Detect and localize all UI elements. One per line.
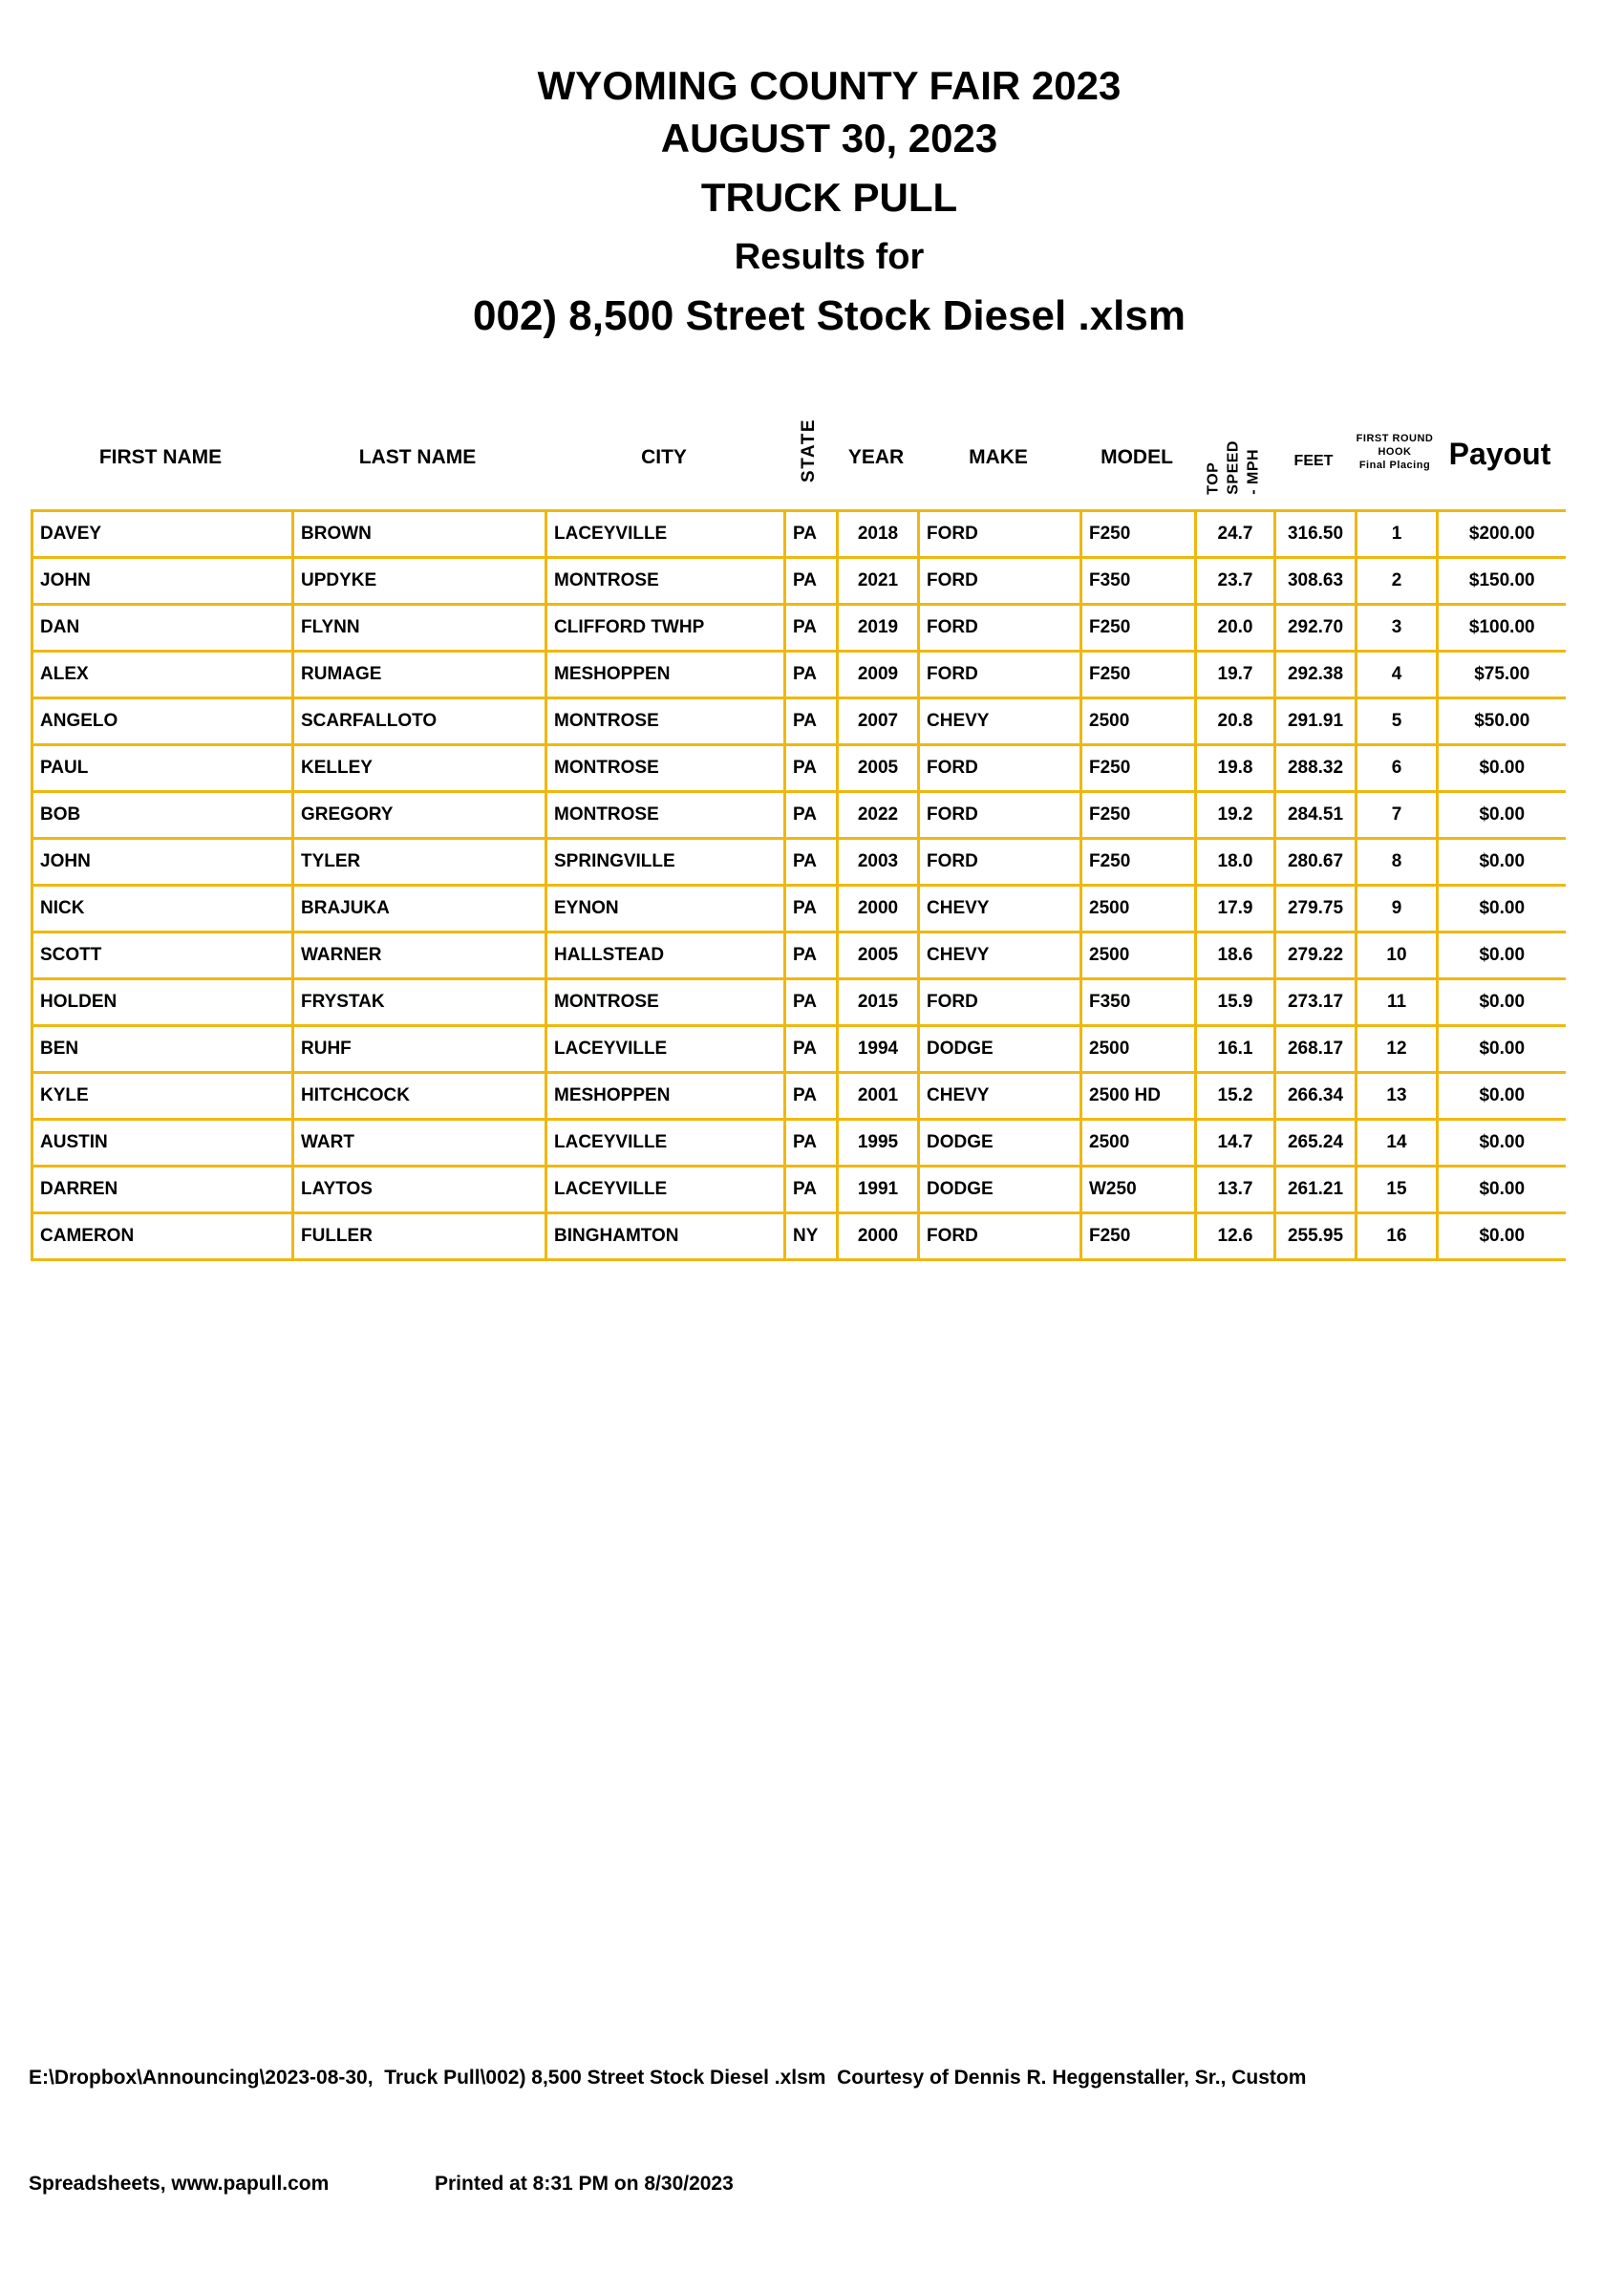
cell-last-name: RUMAGE xyxy=(293,652,546,698)
cell-placing: 3 xyxy=(1357,605,1438,652)
cell-state: PA xyxy=(785,652,838,698)
cell-top-speed: 18.0 xyxy=(1196,839,1275,886)
cell-first-name: SCOTT xyxy=(32,932,293,979)
cell-year: 1995 xyxy=(838,1120,919,1167)
cell-model: F250 xyxy=(1081,839,1196,886)
cell-feet: 288.32 xyxy=(1275,745,1357,792)
cell-feet: 268.17 xyxy=(1275,1026,1357,1073)
col-header-first-round-hook xyxy=(1357,432,1434,472)
page-title-date: AUGUST 30, 2023 xyxy=(660,116,998,161)
cell-placing: 2 xyxy=(1357,558,1438,605)
cell-placing: 1 xyxy=(1357,511,1438,558)
cell-first-name: PAUL xyxy=(32,745,293,792)
cell-year: 2007 xyxy=(838,698,919,745)
cell-make: DODGE xyxy=(919,1167,1081,1213)
cell-last-name: WARNER xyxy=(293,932,546,979)
col-header-last-name: LAST NAME xyxy=(358,446,477,468)
cell-year: 2018 xyxy=(838,511,919,558)
cell-top-speed: 14.7 xyxy=(1196,1120,1275,1167)
cell-state: PA xyxy=(785,839,838,886)
cell-placing: 7 xyxy=(1357,792,1438,839)
cell-year: 2001 xyxy=(838,1073,919,1120)
cell-payout: $50.00 xyxy=(1438,698,1566,745)
cell-feet: 266.34 xyxy=(1275,1073,1357,1120)
cell-first-name: DARREN xyxy=(32,1167,293,1213)
table-row xyxy=(32,1213,1566,1260)
cell-top-speed: 24.7 xyxy=(1196,511,1275,558)
table-row xyxy=(32,1026,1566,1073)
table-row xyxy=(32,839,1566,886)
cell-city: SPRINGVILLE xyxy=(546,839,785,886)
cell-placing: 5 xyxy=(1357,698,1438,745)
cell-model: F350 xyxy=(1081,558,1196,605)
cell-placing: 8 xyxy=(1357,839,1438,886)
cell-model: F250 xyxy=(1081,605,1196,652)
top-speed-line: TOP xyxy=(1205,461,1222,495)
cell-last-name: KELLEY xyxy=(293,745,546,792)
cell-model: 2500 xyxy=(1081,698,1196,745)
cell-placing: 6 xyxy=(1357,745,1438,792)
cell-feet: 308.63 xyxy=(1275,558,1357,605)
cell-make: FORD xyxy=(919,839,1081,886)
cell-make: DODGE xyxy=(919,1120,1081,1167)
cell-model: 2500 HD xyxy=(1081,1073,1196,1120)
cell-city: MONTROSE xyxy=(546,745,785,792)
cell-state: PA xyxy=(785,886,838,932)
cell-make: FORD xyxy=(919,745,1081,792)
cell-first-name: BEN xyxy=(32,1026,293,1073)
cell-top-speed: 19.8 xyxy=(1196,745,1275,792)
cell-last-name: UPDYKE xyxy=(293,558,546,605)
cell-placing: 16 xyxy=(1357,1213,1438,1260)
table-row xyxy=(32,558,1566,605)
cell-year: 1994 xyxy=(838,1026,919,1073)
hook-header-line: Final Placing xyxy=(1358,460,1431,471)
cell-feet: 279.75 xyxy=(1275,886,1357,932)
cell-first-name: JOHN xyxy=(32,558,293,605)
cell-city: MESHOPPEN xyxy=(546,652,785,698)
cell-state: PA xyxy=(785,745,838,792)
cell-make: FORD xyxy=(919,1213,1081,1260)
cell-make: FORD xyxy=(919,511,1081,558)
cell-placing: 14 xyxy=(1357,1120,1438,1167)
cell-model: 2500 xyxy=(1081,1026,1196,1073)
cell-make: DODGE xyxy=(919,1026,1081,1073)
cell-placing: 9 xyxy=(1357,886,1438,932)
cell-payout: $0.00 xyxy=(1438,886,1566,932)
cell-first-name: ALEX xyxy=(32,652,293,698)
cell-year: 2000 xyxy=(838,1213,919,1260)
cell-make: FORD xyxy=(919,558,1081,605)
cell-year: 2019 xyxy=(838,605,919,652)
cell-payout: $0.00 xyxy=(1438,745,1566,792)
cell-state: PA xyxy=(785,1167,838,1213)
table-row xyxy=(32,792,1566,839)
cell-feet: 280.67 xyxy=(1275,839,1357,886)
table-row xyxy=(32,1073,1566,1120)
cell-last-name: SCARFALLOTO xyxy=(293,698,546,745)
table-row xyxy=(32,1120,1566,1167)
page-title-contest: TRUCK PULL xyxy=(700,175,958,220)
hook-header-line: HOOK xyxy=(1378,446,1412,458)
cell-model: F250 xyxy=(1081,1213,1196,1260)
table-row xyxy=(32,745,1566,792)
cell-last-name: BRAJUKA xyxy=(293,886,546,932)
cell-last-name: FLYNN xyxy=(293,605,546,652)
cell-year: 1991 xyxy=(838,1167,919,1213)
cell-state: PA xyxy=(785,979,838,1026)
cell-model: 2500 xyxy=(1081,932,1196,979)
cell-state: PA xyxy=(785,698,838,745)
cell-feet: 265.24 xyxy=(1275,1120,1357,1167)
cell-make: FORD xyxy=(919,652,1081,698)
col-header-make: MAKE xyxy=(969,446,1028,468)
footer-second-line xyxy=(29,2166,1306,2201)
cell-city: CLIFFORD TWHP xyxy=(546,605,785,652)
cell-top-speed: 20.0 xyxy=(1196,605,1275,652)
cell-model: F250 xyxy=(1081,792,1196,839)
cell-payout: $0.00 xyxy=(1438,792,1566,839)
cell-city: MESHOPPEN xyxy=(546,1073,785,1120)
col-header-year: YEAR xyxy=(847,446,905,468)
cell-city: LACEYVILLE xyxy=(546,1167,785,1213)
cell-state: PA xyxy=(785,792,838,839)
cell-city: MONTROSE xyxy=(546,558,785,605)
cell-year: 2000 xyxy=(838,886,919,932)
cell-make: CHEVY xyxy=(919,698,1081,745)
col-header-top-speed-mph xyxy=(1204,440,1264,495)
cell-make: FORD xyxy=(919,605,1081,652)
cell-first-name: CAMERON xyxy=(32,1213,293,1260)
cell-payout: $0.00 xyxy=(1438,1073,1566,1120)
col-header-state: STATE xyxy=(799,418,820,482)
footer-file-path: E:\Dropbox\Announcing\2023-08-30, Truck Pull\002) 8,500 Street Stock Diesel .xlsm Courtesy of Dennis R. Heggenstaller, Sr., Custom xyxy=(29,2067,1307,2089)
cell-payout: $0.00 xyxy=(1438,1026,1566,1073)
cell-top-speed: 16.1 xyxy=(1196,1026,1275,1073)
cell-state: PA xyxy=(785,1026,838,1073)
cell-year: 2009 xyxy=(838,652,919,698)
cell-make: FORD xyxy=(919,979,1081,1026)
cell-payout: $0.00 xyxy=(1438,1120,1566,1167)
top-speed-line: SPEED xyxy=(1225,440,1242,495)
col-header-model: MODEL xyxy=(1100,446,1173,468)
cell-state: PA xyxy=(785,605,838,652)
cell-year: 2005 xyxy=(838,745,919,792)
cell-state: PA xyxy=(785,511,838,558)
cell-make: CHEVY xyxy=(919,886,1081,932)
cell-payout: $0.00 xyxy=(1438,932,1566,979)
table-row xyxy=(32,511,1566,558)
cell-last-name: FULLER xyxy=(293,1213,546,1260)
cell-top-speed: 15.2 xyxy=(1196,1073,1275,1120)
col-header-first-name: FIRST NAME xyxy=(98,446,223,468)
cell-payout: $0.00 xyxy=(1438,979,1566,1026)
cell-make: CHEVY xyxy=(919,932,1081,979)
cell-first-name: JOHN xyxy=(32,839,293,886)
cell-payout: $100.00 xyxy=(1438,605,1566,652)
cell-payout: $0.00 xyxy=(1438,1167,1566,1213)
cell-first-name: ANGELO xyxy=(32,698,293,745)
cell-top-speed: 17.9 xyxy=(1196,886,1275,932)
cell-year: 2003 xyxy=(838,839,919,886)
cell-placing: 4 xyxy=(1357,652,1438,698)
cell-top-speed: 13.7 xyxy=(1196,1167,1275,1213)
cell-feet: 291.91 xyxy=(1275,698,1357,745)
cell-model: 2500 xyxy=(1081,1120,1196,1167)
table-row xyxy=(32,652,1566,698)
cell-model: F250 xyxy=(1081,511,1196,558)
col-header-payout: Payout xyxy=(1448,437,1551,471)
footer-website: Spreadsheets, www.papull.com xyxy=(29,2173,330,2195)
cell-payout: $150.00 xyxy=(1438,558,1566,605)
col-header-feet: FEET xyxy=(1293,453,1334,469)
cell-last-name: LAYTOS xyxy=(293,1167,546,1213)
cell-model: 2500 xyxy=(1081,886,1196,932)
cell-city: LACEYVILLE xyxy=(546,1120,785,1167)
cell-last-name: GREGORY xyxy=(293,792,546,839)
cell-city: HALLSTEAD xyxy=(546,932,785,979)
cell-placing: 15 xyxy=(1357,1167,1438,1213)
cell-feet: 279.22 xyxy=(1275,932,1357,979)
cell-first-name: DAN xyxy=(32,605,293,652)
cell-model: F250 xyxy=(1081,652,1196,698)
cell-year: 2005 xyxy=(838,932,919,979)
cell-first-name: DAVEY xyxy=(32,511,293,558)
cell-last-name: TYLER xyxy=(293,839,546,886)
cell-top-speed: 12.6 xyxy=(1196,1213,1275,1260)
col-header-city: CITY xyxy=(641,446,687,468)
page-title-class-file: 002) 8,500 Street Stock Diesel .xlsm xyxy=(473,292,1186,339)
cell-state: PA xyxy=(785,932,838,979)
cell-make: FORD xyxy=(919,792,1081,839)
cell-city: BINGHAMTON xyxy=(546,1213,785,1260)
cell-city: MONTROSE xyxy=(546,698,785,745)
cell-year: 2015 xyxy=(838,979,919,1026)
cell-feet: 316.50 xyxy=(1275,511,1357,558)
cell-first-name: NICK xyxy=(32,886,293,932)
cell-top-speed: 18.6 xyxy=(1196,932,1275,979)
cell-model: F250 xyxy=(1081,745,1196,792)
page-title-event: WYOMING COUNTY FAIR 2023 xyxy=(537,63,1122,108)
cell-feet: 292.38 xyxy=(1275,652,1357,698)
cell-state: PA xyxy=(785,1073,838,1120)
table-row xyxy=(32,932,1566,979)
page-title-results-for: Results for xyxy=(734,237,925,277)
cell-last-name: HITCHCOCK xyxy=(293,1073,546,1120)
cell-city: MONTROSE xyxy=(546,792,785,839)
cell-feet: 292.70 xyxy=(1275,605,1357,652)
table-row xyxy=(32,698,1566,745)
table-row xyxy=(32,886,1566,932)
cell-top-speed: 15.9 xyxy=(1196,979,1275,1026)
footer xyxy=(29,1989,1306,2272)
cell-payout: $0.00 xyxy=(1438,839,1566,886)
cell-placing: 13 xyxy=(1357,1073,1438,1120)
cell-year: 2021 xyxy=(838,558,919,605)
cell-placing: 11 xyxy=(1357,979,1438,1026)
cell-state: NY xyxy=(785,1213,838,1260)
footer-printed-at: Printed at 8:31 PM on 8/30/2023 xyxy=(435,2173,734,2195)
cell-state: PA xyxy=(785,558,838,605)
cell-last-name: FRYSTAK xyxy=(293,979,546,1026)
cell-last-name: BROWN xyxy=(293,511,546,558)
cell-payout: $75.00 xyxy=(1438,652,1566,698)
results-table xyxy=(31,509,1566,1261)
cell-placing: 12 xyxy=(1357,1026,1438,1073)
cell-payout: $200.00 xyxy=(1438,511,1566,558)
cell-city: EYNON xyxy=(546,886,785,932)
cell-first-name: BOB xyxy=(32,792,293,839)
cell-feet: 261.21 xyxy=(1275,1167,1357,1213)
hook-header-line: FIRST ROUND xyxy=(1356,433,1434,444)
cell-top-speed: 19.7 xyxy=(1196,652,1275,698)
cell-feet: 273.17 xyxy=(1275,979,1357,1026)
cell-top-speed: 20.8 xyxy=(1196,698,1275,745)
cell-feet: 255.95 xyxy=(1275,1213,1357,1260)
cell-city: MONTROSE xyxy=(546,979,785,1026)
cell-model: W250 xyxy=(1081,1167,1196,1213)
cell-city: LACEYVILLE xyxy=(546,511,785,558)
cell-first-name: HOLDEN xyxy=(32,979,293,1026)
cell-make: CHEVY xyxy=(919,1073,1081,1120)
cell-payout: $0.00 xyxy=(1438,1213,1566,1260)
cell-placing: 10 xyxy=(1357,932,1438,979)
cell-first-name: AUSTIN xyxy=(32,1120,293,1167)
cell-top-speed: 19.2 xyxy=(1196,792,1275,839)
table-row xyxy=(32,1167,1566,1213)
top-speed-line: - MPH xyxy=(1245,449,1262,495)
cell-last-name: RUHF xyxy=(293,1026,546,1073)
cell-feet: 284.51 xyxy=(1275,792,1357,839)
cell-year: 2022 xyxy=(838,792,919,839)
cell-last-name: WART xyxy=(293,1120,546,1167)
cell-state: PA xyxy=(785,1120,838,1167)
table-row xyxy=(32,979,1566,1026)
cell-model: F350 xyxy=(1081,979,1196,1026)
table-row xyxy=(32,605,1566,652)
cell-city: LACEYVILLE xyxy=(546,1026,785,1073)
cell-top-speed: 23.7 xyxy=(1196,558,1275,605)
cell-first-name: KYLE xyxy=(32,1073,293,1120)
